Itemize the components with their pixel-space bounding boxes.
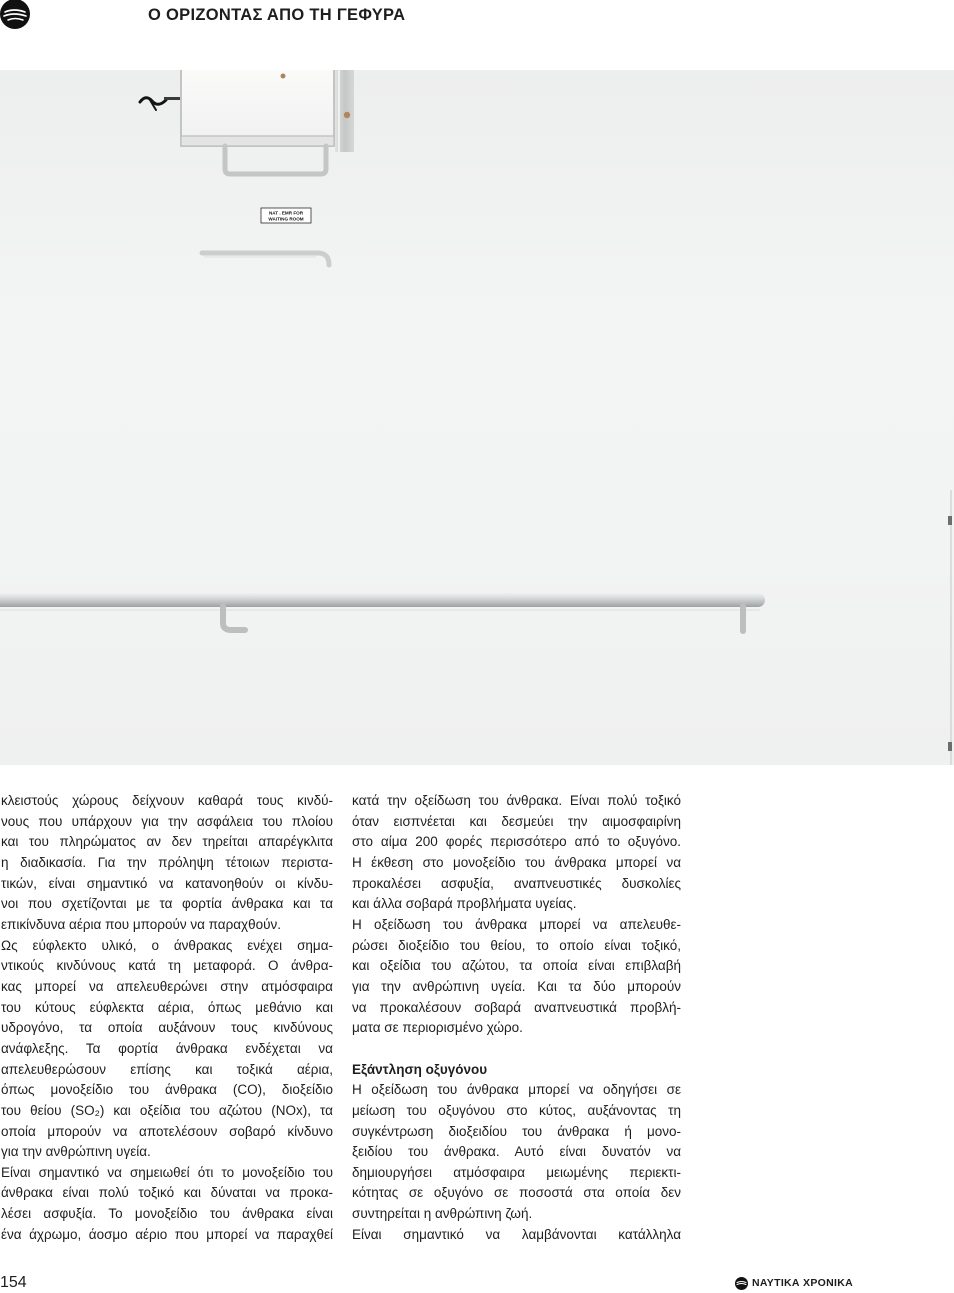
text-line: ανάφλεξης. Τα φορτία άνθρακα ενδέχεται να: [1, 1040, 333, 1056]
text-line: και άλλα σοβαρά προβλήματα υγείας.: [352, 896, 577, 912]
text-line: του θείου (SO₂) και οξείδια του αζώτου (NOx), τα: [1, 1102, 333, 1118]
wall-photo: [0, 70, 954, 765]
text-line: κατά την οξείδωση του άνθρακα. Είναι πολύ τοξικό: [352, 793, 681, 808]
text-line: ξειδίου του άνθρακα. Αυτό είναι δυνατόν να: [352, 1144, 681, 1160]
sign: [261, 208, 311, 223]
subheading: Εξάντληση οξυγόνου: [352, 1061, 488, 1077]
sign-line-2: WAITING ROOM: [268, 216, 304, 222]
text-line: Η οξείδωση του άνθρακα μπορεί να απελευθε-: [352, 916, 681, 932]
text-line: νους που υπάρχουν για την ασφάλεια του πλοίου: [1, 813, 333, 829]
text-line: νοι που σχετίζονται με τα φορτία άνθρακα και τα: [1, 896, 333, 912]
door-seam: [948, 490, 952, 765]
text-line: ρώσει διοξείδιο του θείου, το οποίο είναι τοξικό,: [352, 937, 681, 953]
text-line: τικών, είναι σημαντικό να κατανοηθούν οι κίνδυ-: [1, 875, 333, 891]
sign-line-1: NAT . EMR FOR: [268, 210, 304, 216]
text-line: όπως μονοξείδιο του άνθρακα (CO), διοξείδιο: [1, 1082, 333, 1098]
text-line: μείωση του οξυγόνου στο κύτος, αυξάνοντας τη: [352, 1102, 681, 1118]
wall-handle: [202, 253, 329, 265]
text-line: άνθρακα είναι πολύ τοξικό και δύναται να προκα-: [1, 1185, 333, 1201]
text-line: του κύτους εύφλεκτα αέρια, όπως μεθάνιο και: [1, 999, 333, 1015]
text-line: λέσει ασφυξία. Το μονοξείδιο του άνθρακα είναι: [1, 1206, 333, 1222]
publication-name: ΝΑΥΤΙΚΑ ΧΡΟΝΙΚΑ: [752, 1277, 853, 1289]
cable-clip: [140, 97, 180, 110]
text-line: συντηρείται η ανθρώπινη ζωή.: [352, 1206, 533, 1222]
text-line: και του πληρώματος αν δεν τηρείται απαρέγκλιτα: [1, 834, 333, 850]
paragraph-spacer: [352, 1039, 681, 1060]
text-line: επικίνδυνα αέρια που μπορούν να παραχθούν.: [1, 916, 282, 932]
text-line: στο αίμα 200 φορές περισσότερο από το οξυγόνο.: [352, 834, 681, 850]
section-title: Ο ΟΡΙΖΟΝΤΑΣ ΑΠΟ ΤΗ ΓΕΦΥΡΑ: [148, 6, 406, 24]
text-line: Είναι σημαντικό να σημειωθεί ότι το μονοξείδιο του: [1, 1164, 333, 1180]
text-line: οποία μπορούν να αποτελέσουν σοβαρό κίνδυνο: [1, 1123, 333, 1139]
magazine-logo-icon: [735, 1277, 748, 1290]
text-line: να προκαλέσουν σοβαρά αναπνευστικά προβλή-: [352, 999, 681, 1015]
text-line: ματα σε περιορισμένο χώρο.: [352, 1020, 523, 1036]
text-line: Η έκθεση στο μονοξείδιο του άνθρακα μπορεί να: [352, 854, 681, 870]
article-column-right: [352, 791, 681, 1245]
text-line: δημιουργήσει ατμόσφαιρα μειωμένης περιεκτι-: [352, 1164, 681, 1180]
pipe: [335, 70, 354, 152]
magazine-logo-icon: [0, 0, 31, 30]
text-line: η διαδικασία. Για την πρόληψη τέτοιων περιστα-: [1, 854, 333, 870]
grab-handle: [225, 146, 326, 174]
text-line: για την ανθρώπινη υγεία. Και τα δύο μπορούν: [352, 978, 681, 994]
text-line: κας μπορεί να απελευθερώνει στην ατμόσφαιρα: [1, 978, 333, 994]
text-line: Είναι σημαντικό να λαμβάνονται κατάλληλα: [352, 1226, 681, 1242]
text-line: κότητας σε οξυγόνο σε ποσοστά στα οποία δεν: [352, 1185, 681, 1201]
handrail: [0, 593, 765, 610]
text-line: υδρογόνο, τα οποία αυξάνουν τους κινδύνους: [1, 1020, 333, 1036]
text-line: ντικούς κινδύνους κατά τη μεταφορά. Ο άνθρα-: [1, 958, 333, 974]
article-column-left: [1, 791, 333, 1245]
text-line: Ως εύφλεκτο υλικό, ο άνθρακας ενέχει σημα-: [1, 937, 333, 953]
text-line: προκαλέσει ασφυξία, αναπνευστικές δυσκολίες: [352, 875, 681, 891]
text-line: απελευθερώσουν επίσης και τοξικά αέρια,: [1, 1061, 333, 1077]
text-line: ένα άχρωμο, άοσμο αέριο που μπορεί να παραχθεί: [1, 1226, 333, 1242]
text-line: για την ανθρώπινη υγεία.: [1, 1144, 151, 1160]
text-line: και οξείδια του αζώτου, τα οποία είναι επιβλαβή: [352, 958, 681, 974]
text-line: συγκέντρωση διοξειδίου του άνθρακα ή μονο-: [352, 1123, 681, 1139]
electrical-box: [181, 70, 334, 146]
text-line: όταν εισπνέεται και δεσμεύει την αιμοσφαιρίνη: [352, 813, 681, 829]
text-line: Η οξείδωση του άνθρακα μπορεί να οδηγήσει σε: [352, 1082, 681, 1098]
page-number: 154: [0, 1274, 27, 1291]
text-line: κλειστούς χώρους δείχνουν καθαρά τους κινδύ-: [1, 793, 333, 808]
